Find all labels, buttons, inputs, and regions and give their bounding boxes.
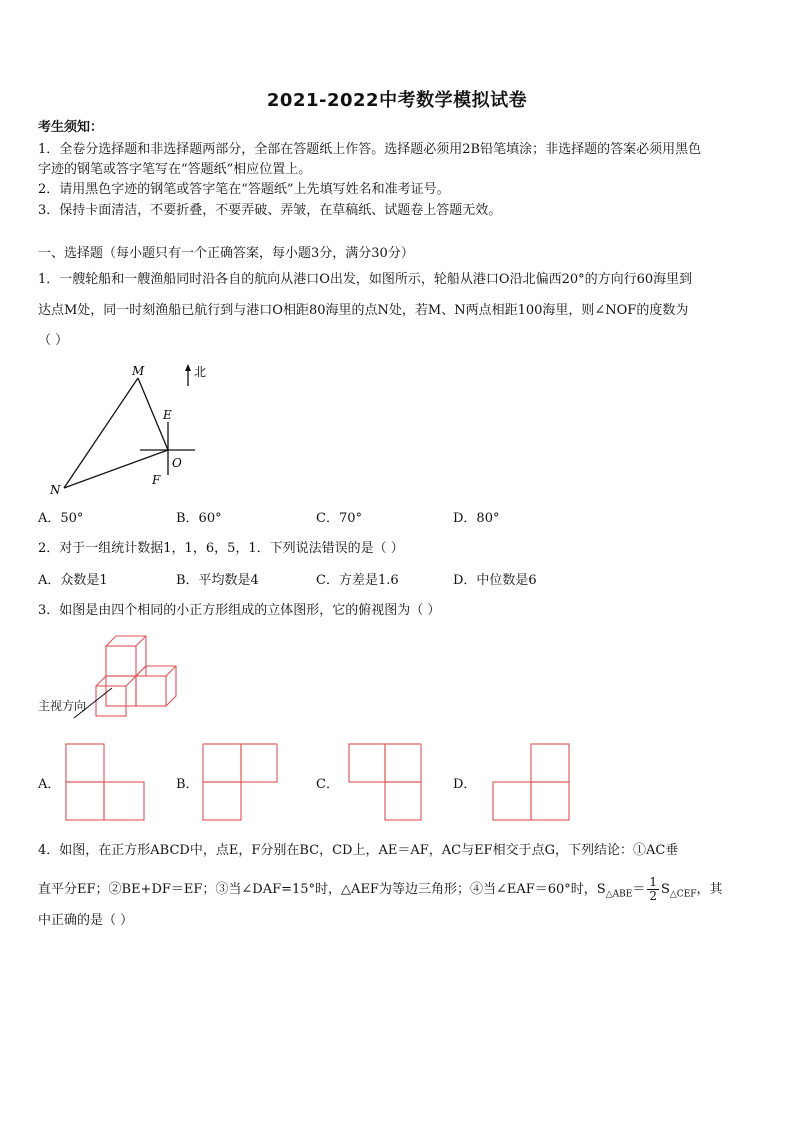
- label-f: F: [152, 473, 161, 487]
- q3-option-d[interactable]: D．: [453, 777, 477, 792]
- q3-option-b-figure[interactable]: [201, 742, 281, 824]
- north-arrow-icon: [185, 364, 191, 371]
- notice-item: 3．保持卡面清洁，不要折叠，不要弄破、弄皱，在草稿纸、试题卷上答题无效。: [38, 203, 502, 218]
- q3-option-c-figure[interactable]: [347, 742, 427, 824]
- q3-option-c[interactable]: C．: [316, 777, 339, 792]
- fraction-numerator: 1: [649, 875, 657, 889]
- area-symbol: S: [660, 882, 670, 897]
- q1-text-line3: （ ）: [38, 333, 69, 348]
- q3-text: 3．如图是由四个相同的小正方形组成的立体图形，它的俯视图为（ ）: [38, 603, 441, 618]
- cube-right-front: [136, 676, 166, 706]
- notice-item: 字迹的钢笔或答字笔写在“答题纸”相应位置上。: [38, 162, 312, 177]
- q3-option-d-figure[interactable]: [491, 742, 573, 824]
- cube-edge: [136, 636, 146, 646]
- notice-item: 2．请用黑色字迹的钢笔或答字笔在“答题纸”上先填写姓名和准考证号。: [38, 182, 450, 197]
- label-o: O: [172, 456, 182, 470]
- q4-text-line2a: 直平分EF；②BE+DF＝EF；③当∠DAF=15°时，△AEF为等边三角形；④当∠EAF＝60°时，S: [38, 882, 606, 897]
- q1-option-b[interactable]: B．60°: [176, 511, 222, 526]
- segment-mn: [64, 378, 138, 488]
- q3-cube-figure: [36, 632, 196, 732]
- q1-text-line2: 达点M处，同一时刻渔船已航行到与港口O相距80海里的点N处，若M、N两点相距100海里，则∠NOF的度数为: [38, 303, 689, 318]
- q2-option-c[interactable]: C．方差是1.6: [316, 573, 399, 588]
- q1-option-d[interactable]: D．80°: [453, 511, 500, 526]
- q4-text-line2b: ，其: [696, 882, 723, 897]
- q2-option-a[interactable]: A．众数是1: [38, 573, 108, 588]
- cube-top-front: [106, 646, 136, 676]
- q4-text-line2: [38, 876, 723, 905]
- fraction-denominator: 2: [649, 889, 657, 903]
- q3-option-a[interactable]: A．: [38, 777, 61, 792]
- q1-option-c[interactable]: C．70°: [316, 511, 362, 526]
- q3-direction-label: 主视方向: [38, 699, 87, 713]
- label-m: M: [132, 364, 145, 378]
- q1-text-line1: 1．一艘轮船和一艘渔船同时沿各自的航向从港口O出发，如图所示，轮船从港口O沿北偏西20°的方向行60海里到: [38, 272, 693, 287]
- cube-front-front: [96, 686, 126, 716]
- q4-text-line1: 4．如图，在正方形ABCD中，点E，F分别在BC，CD上，AE＝AF，AC与EF相交于点G，下列结论：①AC垂: [38, 843, 679, 858]
- notice-item: 1．全卷分选择题和非选择题两部分，全部在答题纸上作答。选择题必须用2B铅笔填涂；非选择题的答案必须用黑色: [38, 142, 702, 157]
- q2-text: 2．对于一组统计数据1，1，6，5，1．下列说法错误的是（ ）: [38, 541, 404, 556]
- label-n: N: [50, 483, 61, 497]
- q4-text-line3: 中正确的是（ ）: [38, 913, 134, 928]
- q2-option-b[interactable]: B．平均数是4: [176, 573, 259, 588]
- q1-figure: [40, 360, 230, 500]
- q3-option-b[interactable]: B．: [176, 777, 199, 792]
- cube-edge: [166, 666, 176, 676]
- label-north: 北: [194, 365, 207, 379]
- label-e: E: [163, 408, 172, 422]
- q3-option-a-figure[interactable]: [64, 742, 148, 824]
- equals-sign: ＝: [632, 882, 646, 897]
- area-subscript-cef: △CEF: [669, 889, 697, 900]
- section-heading: 一、选择题（每小题只有一个正确答案，每小题3分，满分30分）: [38, 246, 414, 261]
- cube-edge: [96, 676, 106, 686]
- area-subscript-abe: △ABE: [605, 889, 633, 900]
- cube-edge: [126, 676, 136, 686]
- page-title: 2021-2022中考数学模拟试卷: [266, 90, 528, 111]
- q2-option-d[interactable]: D．中位数是6: [453, 573, 537, 588]
- q1-option-a[interactable]: A．50°: [38, 511, 84, 526]
- notice-heading: 考生须知：: [38, 120, 104, 135]
- fraction-half: [647, 876, 659, 903]
